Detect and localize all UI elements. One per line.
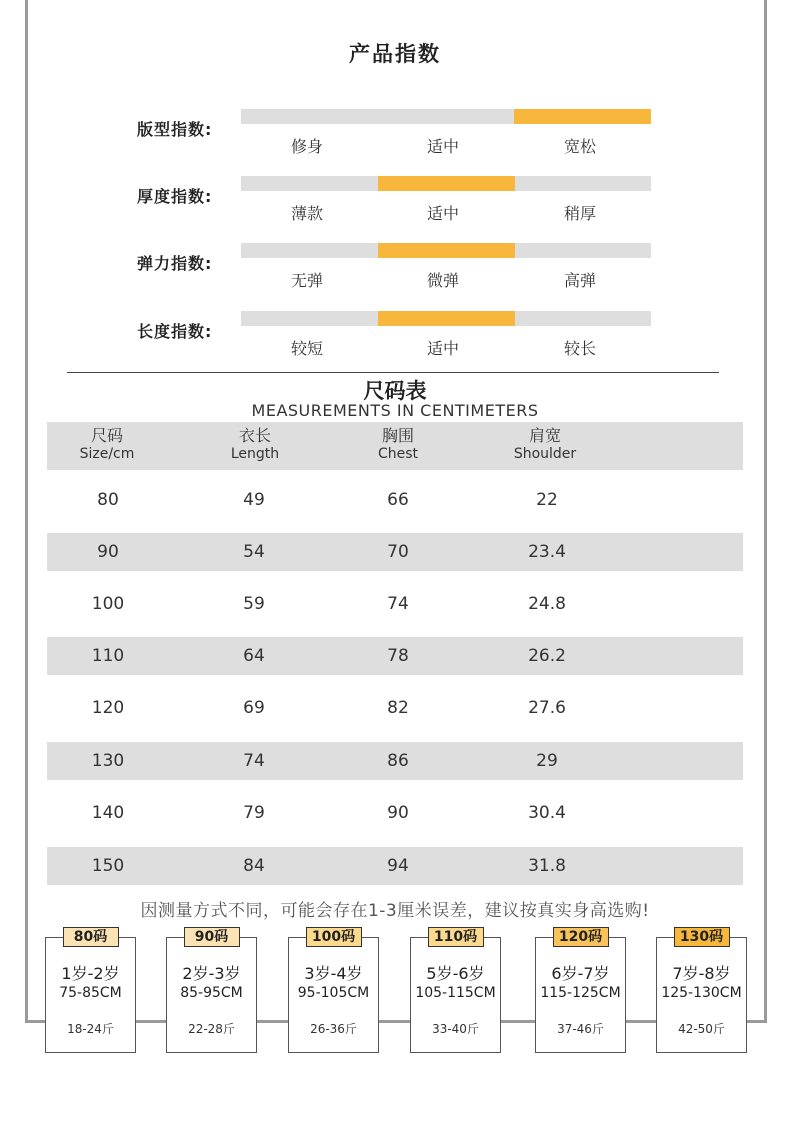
cell-length: 84 [243, 856, 265, 876]
index-option: 适中 [426, 137, 459, 156]
index-label: 弹力指数: [137, 254, 213, 273]
height-range: 115-125CM [540, 985, 621, 1001]
cell-shoulder: 27.6 [528, 698, 566, 718]
cell-size: 100 [91, 594, 125, 614]
size-tag: 90码 [184, 927, 240, 947]
index-bar [241, 311, 651, 326]
header-chest [338, 427, 458, 463]
weight-range: 22-28斤 [188, 1022, 235, 1036]
index-label: 版型指数: [137, 120, 213, 139]
table-row [47, 794, 743, 832]
index-row-length [0, 311, 790, 371]
index-row-fit [0, 109, 790, 169]
cell-shoulder: 26.2 [528, 646, 566, 666]
cell-size: 110 [91, 646, 125, 666]
cell-chest: 86 [387, 751, 409, 771]
product-index-title: 产品指数 [349, 42, 441, 66]
size-table-header [47, 422, 743, 470]
age-range: 3岁-4岁 [304, 964, 363, 983]
age-range: 5岁-6岁 [426, 964, 485, 983]
size-table-subtitle: MEASUREMENTS IN CENTIMETERS [251, 401, 539, 420]
size-tag: 120码 [553, 927, 609, 947]
cell-length: 64 [243, 646, 265, 666]
cell-shoulder: 29 [536, 751, 558, 771]
age-range: 1岁-2岁 [61, 964, 120, 983]
index-option: 宽松 [563, 137, 596, 156]
header-size [47, 427, 167, 463]
table-row [47, 533, 743, 571]
cell-size: 80 [97, 490, 119, 510]
size-guide-card [656, 929, 747, 1053]
cell-size: 150 [91, 856, 125, 876]
cell-size: 120 [91, 698, 125, 718]
cell-length: 54 [243, 542, 265, 562]
section-divider [67, 372, 719, 373]
cell-size: 140 [91, 803, 125, 823]
weight-range: 42-50斤 [678, 1022, 725, 1036]
index-option: 适中 [426, 204, 459, 223]
height-range: 75-85CM [59, 985, 122, 1001]
index-selected-segment [378, 176, 515, 191]
header-shoulder [485, 427, 605, 463]
index-bar [241, 176, 651, 191]
age-range: 2岁-3岁 [182, 964, 241, 983]
weight-range: 33-40斤 [432, 1022, 479, 1036]
size-guide-card [288, 929, 379, 1053]
index-option: 较长 [563, 339, 596, 358]
header-zh: 肩宽 [528, 426, 561, 445]
header-length [195, 427, 315, 463]
index-option: 修身 [290, 137, 323, 156]
index-label: 长度指数: [137, 322, 213, 341]
size-tag: 100码 [306, 927, 362, 947]
table-row [47, 847, 743, 885]
cell-size: 90 [97, 542, 119, 562]
size-tag: 110码 [428, 927, 484, 947]
index-option: 薄款 [290, 204, 323, 223]
size-tag: 130码 [674, 927, 730, 947]
index-option: 无弹 [290, 271, 323, 290]
index-option: 高弹 [563, 271, 596, 290]
index-option: 较短 [290, 339, 323, 358]
measurement-note: 因测量方式不同，可能会存在1-3厘米误差，建议按真实身高选购! [140, 901, 650, 921]
header-zh: 尺码 [90, 426, 123, 445]
size-guide-card [45, 929, 136, 1053]
table-row [47, 689, 743, 727]
cell-length: 69 [243, 698, 265, 718]
cell-size: 130 [91, 751, 125, 771]
cell-length: 74 [243, 751, 265, 771]
index-bar [241, 109, 651, 124]
header-en: Chest [377, 446, 419, 462]
table-row [47, 585, 743, 623]
height-range: 105-115CM [415, 985, 496, 1001]
index-selected-segment [378, 243, 515, 258]
header-zh: 衣长 [238, 426, 271, 445]
cell-chest: 70 [387, 542, 409, 562]
table-row [47, 481, 743, 519]
height-range: 85-95CM [180, 985, 243, 1001]
cell-length: 79 [243, 803, 265, 823]
table-row [47, 742, 743, 780]
age-range: 7岁-8岁 [672, 964, 731, 983]
cell-chest: 82 [387, 698, 409, 718]
header-en: Shoulder [513, 446, 577, 462]
size-tag: 80码 [63, 927, 119, 947]
size-guide-card [410, 929, 501, 1053]
index-option: 微弹 [426, 271, 459, 290]
index-selected-segment [378, 311, 515, 326]
index-label: 厚度指数: [137, 187, 213, 206]
index-row-elasticity [0, 243, 790, 303]
index-option: 适中 [426, 339, 459, 358]
cell-shoulder: 23.4 [528, 542, 566, 562]
header-en: Size/cm [79, 446, 135, 462]
cell-chest: 78 [387, 646, 409, 666]
index-option: 稍厚 [563, 204, 596, 223]
table-row [47, 637, 743, 675]
index-selected-segment [514, 109, 651, 124]
cell-length: 49 [243, 490, 265, 510]
index-row-thickness [0, 176, 790, 236]
cell-chest: 90 [387, 803, 409, 823]
size-guide-card [535, 929, 626, 1053]
cell-shoulder: 31.8 [528, 856, 566, 876]
cell-shoulder: 30.4 [528, 803, 566, 823]
height-range: 95-105CM [297, 985, 370, 1001]
age-range: 6岁-7岁 [551, 964, 610, 983]
weight-range: 26-36斤 [310, 1022, 357, 1036]
cell-chest: 94 [387, 856, 409, 876]
cell-chest: 74 [387, 594, 409, 614]
header-zh: 胸围 [381, 426, 414, 445]
size-table-title: 尺码表 [363, 379, 427, 403]
index-bar [241, 243, 651, 258]
weight-range: 37-46斤 [557, 1022, 604, 1036]
height-range: 125-130CM [661, 985, 742, 1001]
cell-chest: 66 [387, 490, 409, 510]
weight-range: 18-24斤 [67, 1022, 114, 1036]
cell-length: 59 [243, 594, 265, 614]
cell-shoulder: 24.8 [528, 594, 566, 614]
size-guide-card [166, 929, 257, 1053]
cell-shoulder: 22 [536, 490, 558, 510]
header-en: Length [230, 446, 280, 462]
